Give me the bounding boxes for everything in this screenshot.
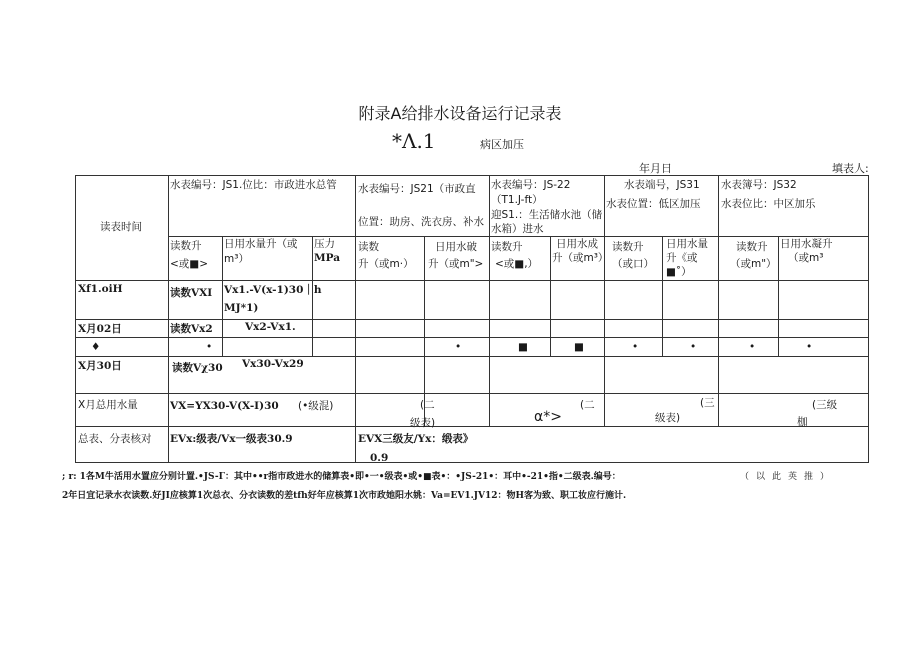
m1-pressure-unit: MPa [314, 252, 341, 264]
row-5-m5-a: (三级 [812, 399, 838, 411]
m4-reading-unit: （或口） [612, 258, 654, 270]
m4-daily-header: 日用水量 [666, 238, 708, 250]
m3-daily-unit: 升（或m³） [552, 252, 609, 264]
row-1-label: Xf1.oiH [78, 283, 123, 295]
m1-daily-unit: m³） [224, 253, 249, 265]
meter-4-header: 水表端号，JS31 [624, 179, 700, 191]
table-line [222, 236, 223, 357]
row-5-m4-a: (三 [700, 397, 715, 409]
row-5-level: (•级混) [298, 400, 334, 412]
table-line [778, 236, 779, 357]
row-6-check-2: EVX三级友/Yx：缎表》 [358, 433, 474, 445]
table-line [424, 236, 425, 426]
m4-daily-unit-2: ■˚） [666, 266, 692, 278]
m3-daily-header: 日用水成 [556, 238, 598, 250]
row-5-m2-a: (二 [420, 399, 435, 411]
meter-5-location: 水表位比：中区加乐 [721, 198, 816, 210]
subtitle-symbol: *Λ.1 [392, 129, 436, 153]
page-title: 附录A给排水设备运行记录表 [358, 104, 562, 123]
row-3-mark: ■ [574, 341, 584, 353]
row-4-daily: Vx30-Vx29 [242, 358, 304, 370]
row-3-mark: ■ [518, 341, 528, 353]
filler-label: 填表人: [832, 162, 869, 175]
meter-3-location: 迎S1.：生活储水池（储 [491, 209, 603, 221]
row-6-check-2b: 0.9 [370, 452, 389, 464]
m2-daily-unit: 升（或m"> [428, 258, 484, 270]
row-3-mark: • [455, 341, 462, 353]
row-5-m4-b: 级表) [655, 412, 681, 424]
m5-reading-unit: （或m"） [730, 258, 777, 270]
row-6-label: 总表、分表核对 [78, 433, 152, 445]
m2-reading-unit: 升（或m·） [358, 258, 414, 270]
row-5-m3-b: (二 [580, 399, 595, 411]
meter-2-location: 位置：助房、洗衣房、补水 [358, 216, 484, 228]
row-3-mark: • [690, 341, 697, 353]
m1-reading-header: 读数升 [170, 240, 202, 252]
row-3-mark: • [806, 341, 813, 353]
table-line [489, 175, 490, 426]
m3-reading-header: 读数升 [491, 241, 523, 253]
row-4-label: X月30日 [78, 360, 122, 372]
meter-5-header: 水表簿号：JS32 [721, 179, 797, 191]
m5-daily-unit: （或m³ [788, 252, 824, 264]
m5-daily-header: 日用水凝升 [780, 238, 833, 250]
m4-daily-unit: 升《或 [666, 252, 698, 264]
meter-1-header: 水表编号：JS1.位比：市政进水总管 [170, 179, 337, 191]
table-line [75, 175, 76, 463]
row-3-label: ♦ [91, 341, 101, 353]
note-line-2: 2年日宜记录水衣读数.好JI应核算1次总衣、分衣读数的差tfh好年应核算1次市政她阳水姚：Va=EV1.JV12：物H客为致、职工妆应行施计. [62, 491, 627, 501]
meter-3-code: （T1.J-ft） [491, 194, 543, 206]
row-head-label: 读表时间 [100, 221, 142, 233]
m1-daily-header: 日用水量升（或 [224, 238, 298, 250]
row-5-formula: VX=YX30-V(X-I)30 [170, 400, 279, 412]
meter-2-header: 水表编号：JS21（市政直 [358, 183, 476, 195]
row-5-m3: α*> [534, 409, 562, 425]
table-line [75, 175, 869, 176]
row-1-daily-2: MJ*1) [224, 302, 259, 314]
row-1-reading: 读数VXI [170, 287, 213, 299]
table-line [75, 319, 869, 320]
table-line [75, 337, 869, 338]
row-2-label: X月02日 [78, 323, 122, 335]
meter-3-header: 水表编号：JS-22 [491, 179, 571, 191]
table-line [355, 175, 356, 463]
table-line [550, 236, 551, 357]
m1-reading-unit: <或■> [170, 258, 209, 270]
table-line [75, 426, 869, 427]
row-5-m2-b: 级表) [410, 417, 436, 429]
row-3-mark: • [749, 341, 756, 353]
m5-reading-header: 读数升 [736, 241, 768, 253]
table-line [168, 175, 169, 463]
table-line [75, 393, 869, 394]
table-line [75, 356, 869, 357]
row-1-daily: Vx1.-V(x-1)30｜h [224, 284, 322, 296]
date-label: 年月日 [639, 162, 672, 175]
meter-3-location-2: 水箱）进水 [491, 223, 544, 235]
row-5-m5-b: 枷 [797, 416, 808, 428]
table-line [75, 462, 869, 463]
table-line [75, 280, 869, 281]
table-line [604, 175, 605, 426]
row-4-reading: 读数Vχ30 [172, 362, 223, 374]
note-line-1: ; r: 1各M牛活用水置应分别计置.•JS-Γ：其中••r指市政进水的储算表•即•一•级表•或•■表•：•JS-21•：耳中•-21•指•二级表.编号： [62, 472, 621, 482]
row-2-reading: 读数Vx2 [170, 323, 213, 335]
table-line [718, 175, 719, 426]
row-5-label: X月总用水量 [78, 399, 138, 411]
m2-daily-header: 日用水破 [435, 241, 477, 253]
row-3-mark: • [206, 341, 213, 353]
table-line [168, 236, 869, 237]
m1-pressure-header: 压力 [314, 238, 335, 250]
table-line [662, 236, 663, 357]
m4-reading-header: 读数升 [612, 241, 644, 253]
m3-reading-unit: <或■,） [495, 258, 539, 270]
area-label: 病区加压 [480, 138, 524, 151]
row-3-mark: • [632, 341, 639, 353]
m2-reading-header: 读数 [358, 241, 379, 253]
meter-4-location: 水表位置：低区加压 [606, 198, 701, 210]
row-6-check-1: EVx:级表/Vx一级表30.9 [170, 433, 293, 445]
row-2-daily: Vx2-Vx1. [245, 321, 296, 333]
note-line-1-right: （以此英推） [740, 472, 837, 482]
table-line [868, 175, 869, 463]
